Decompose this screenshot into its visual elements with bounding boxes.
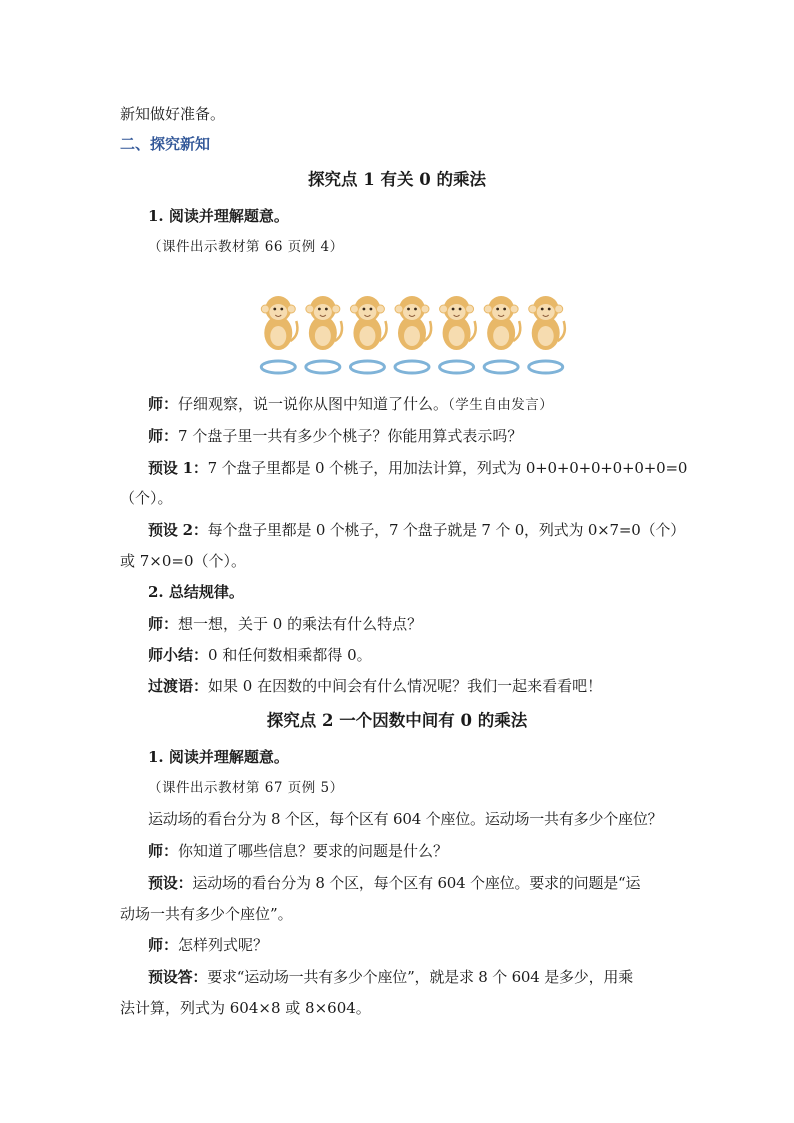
note-text: （学生自由发言） bbox=[448, 397, 554, 413]
step-label: 1. 阅读并理解题意。 bbox=[148, 207, 289, 225]
teacher-label: 师： bbox=[148, 615, 179, 633]
teacher-summary-label: 师小结： bbox=[148, 646, 209, 664]
preset-text: 运动场的看台分为 8 个区，每个区有 604 个座位。要求的问题是“运 bbox=[192, 874, 641, 892]
teacher-label: 师： bbox=[148, 395, 179, 413]
monkey-figure bbox=[529, 296, 565, 350]
teacher-label: 师： bbox=[148, 427, 179, 445]
teacher-line bbox=[148, 614, 708, 634]
empty-plate bbox=[440, 361, 474, 373]
preset-label: 预设 1： bbox=[148, 459, 208, 477]
problem-text: 运动场的看台分为 8 个区，每个区有 604 个座位。运动场一共有多少个座位？ bbox=[148, 810, 663, 828]
teacher-line bbox=[148, 841, 708, 861]
heading-explore-1: 探究点 1 有关 0 的乘法 bbox=[308, 170, 486, 189]
monkey-figure bbox=[350, 296, 386, 350]
teacher-text: 怎样列式呢？ bbox=[178, 936, 269, 954]
teacher-label: 师： bbox=[148, 936, 179, 954]
teacher-text: 你知道了哪些信息？要求的问题是什么？ bbox=[178, 842, 449, 860]
teacher-text: 想一想，关于 0 的乘法有什么特点？ bbox=[178, 615, 423, 633]
step-label: 2. 总结规律。 bbox=[148, 583, 244, 601]
preset-text: 7 个盘子里都是 0 个桃子，用加法计算，列式为 0+0+0+0+0+0+0=0 bbox=[207, 459, 688, 477]
preset-continuation: 动场一共有多少个座位”。 bbox=[120, 905, 293, 923]
empty-plate bbox=[395, 361, 429, 373]
monkey-figure bbox=[306, 296, 342, 350]
preset-label: 预设 2： bbox=[148, 521, 208, 539]
empty-plate bbox=[306, 361, 340, 373]
preset-line bbox=[148, 520, 708, 540]
teacher-line bbox=[148, 935, 708, 955]
teacher-summary-line bbox=[148, 645, 708, 665]
monkey-figure bbox=[261, 296, 297, 350]
text-line: 新知做好准备。 bbox=[120, 105, 226, 123]
transition-line bbox=[148, 676, 708, 696]
teacher-line bbox=[148, 426, 708, 446]
monkey-figure bbox=[484, 296, 520, 350]
teacher-text: 7 个盘子里一共有多少个桃子？你能用算式表示吗？ bbox=[178, 427, 523, 445]
empty-plate bbox=[484, 361, 518, 373]
teacher-summary-text: 0 和任何数相乘都得 0。 bbox=[208, 646, 372, 664]
preset-text: 要求“运动场一共有多少个座位”，就是求 8 个 604 是多少，用乘 bbox=[207, 968, 633, 986]
teacher-label: 师： bbox=[148, 842, 179, 860]
empty-plate bbox=[261, 361, 295, 373]
preset-line bbox=[148, 967, 708, 987]
teacher-line bbox=[148, 394, 708, 415]
step-label: 1. 阅读并理解题意。 bbox=[148, 748, 289, 766]
teacher-text: 仔细观察，说一说你从图中知道了什么。 bbox=[178, 395, 449, 413]
preset-line bbox=[148, 458, 708, 478]
courseware-note: （课件出示教材第 66 页例 4） bbox=[148, 239, 344, 255]
monkey-figure bbox=[395, 296, 431, 350]
monkey-figure bbox=[440, 296, 476, 350]
transition-text: 如果 0 在因数的中间会有什么情况呢？我们一起来看看吧！ bbox=[208, 677, 603, 695]
heading-explore-2: 探究点 2 一个因数中间有 0 的乘法 bbox=[266, 711, 528, 730]
transition-label: 过渡语： bbox=[148, 677, 209, 695]
preset-continuation: 法计算，列式为 604×8 或 8×604。 bbox=[120, 999, 371, 1017]
preset-label: 预设： bbox=[148, 874, 193, 892]
empty-plate bbox=[350, 361, 384, 373]
preset-label: 预设答： bbox=[148, 968, 208, 986]
empty-plate bbox=[529, 361, 563, 373]
monkeys-plates-illustration bbox=[256, 287, 568, 379]
section-title: 二、探究新知 bbox=[120, 135, 211, 153]
courseware-note: （课件出示教材第 67 页例 5） bbox=[148, 780, 344, 796]
preset-continuation: 或 7×0=0（个）。 bbox=[120, 552, 247, 570]
preset-continuation: （个）。 bbox=[120, 489, 173, 507]
preset-text: 每个盘子里都是 0 个桃子，7 个盘子就是 7 个 0，列式为 0×7=0（个） bbox=[207, 521, 685, 539]
preset-line bbox=[148, 873, 708, 893]
